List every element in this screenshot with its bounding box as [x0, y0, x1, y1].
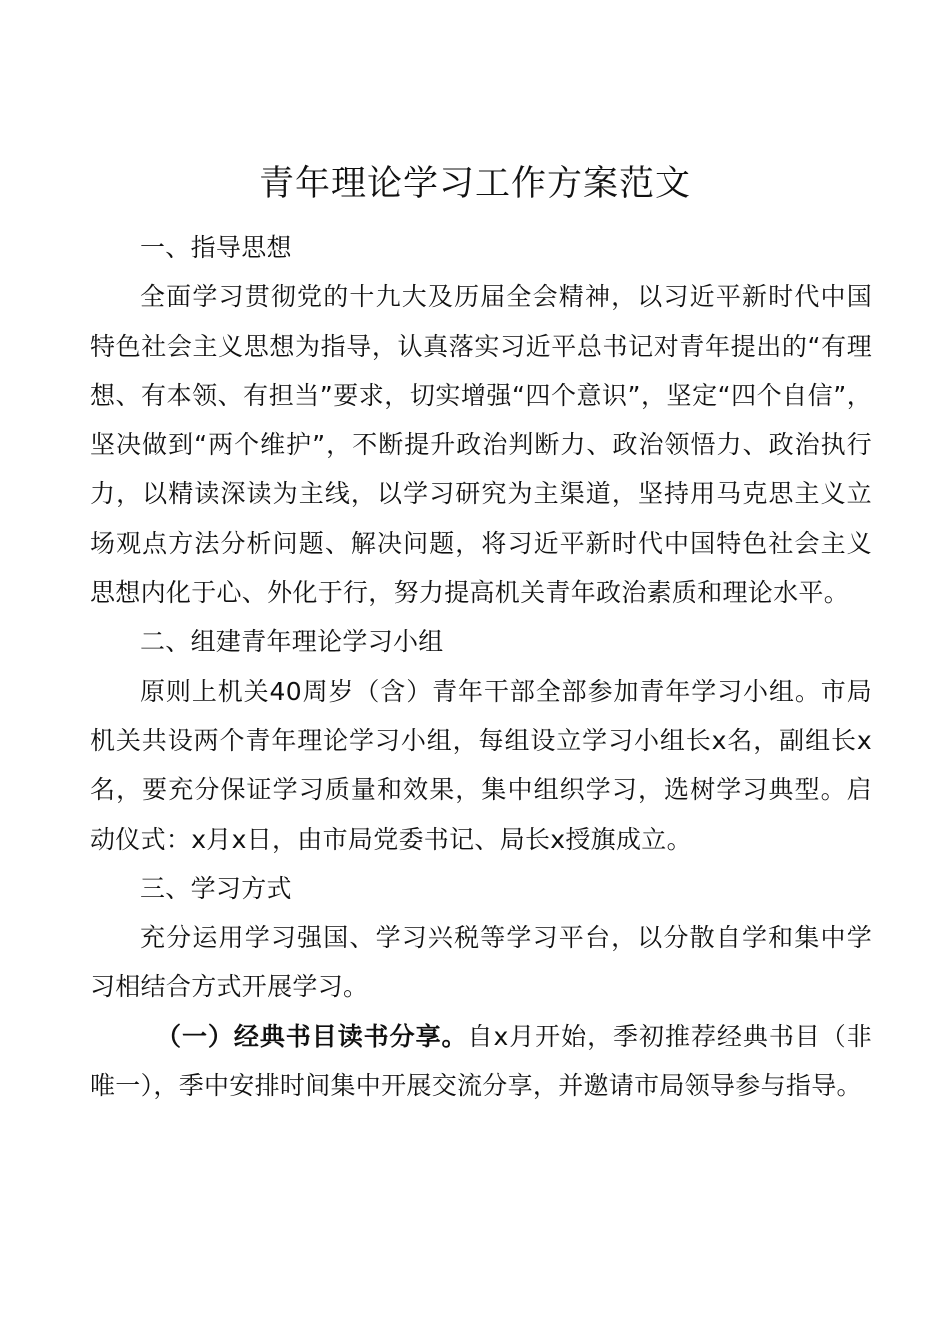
section-1-paragraph: 全面学习贯彻党的十九大及历届全会精神，以习近平新时代中国特色社会主义思想为指导，认真落实习近平总书记对青年提出的“有理想、有本领、有担当”要求，切实增强“四个意识”，坚定“四个自信”，坚决做到“两个维护”，不断提升政治判断力、政治领悟力、政治执行力，以精读深读为主线，以学习研究为主渠道，坚持用马克思主义立场观点方法分析问题、解决问题，将习近平新时代中国特色社会主义思想内化于心、外化于行，努力提高机关青年政治素质和理论水平。 — [90, 282, 872, 608]
section-heading-1: 一、指导思想 — [140, 233, 292, 262]
document-body — [90, 223, 872, 1110]
section-3-subitem-1 — [90, 1012, 872, 1111]
subitem-text: 自x月开始，季初推荐经典书目（非唯一），季中安排时间集中开展交流分享，并邀请市局领导参与指导。 — [90, 1021, 872, 1101]
subitem-label: （一）经典书目读书分享。 — [156, 1021, 468, 1051]
section-heading-3: 三、学习方式 — [140, 873, 292, 903]
section-heading-2: 二、组建青年理论学习小组 — [140, 627, 444, 657]
section-3-paragraph: 充分运用学习强国、学习兴税等学习平台，以分散自学和集中学习相结合方式开展学习。 — [90, 923, 872, 1002]
document-title: 青年理论学习工作方案范文 — [258, 164, 691, 204]
section-2-paragraph: 原则上机关40周岁（含）青年干部全部参加青年学习小组。市局机关共设两个青年理论学习小组，每组设立学习小组长x名，副组长x名，要充分保证学习质量和效果，集中组织学习，选树学习典型。启动仪式：x月x日，由市局党委书记、局长x授旗成立。 — [90, 676, 872, 854]
